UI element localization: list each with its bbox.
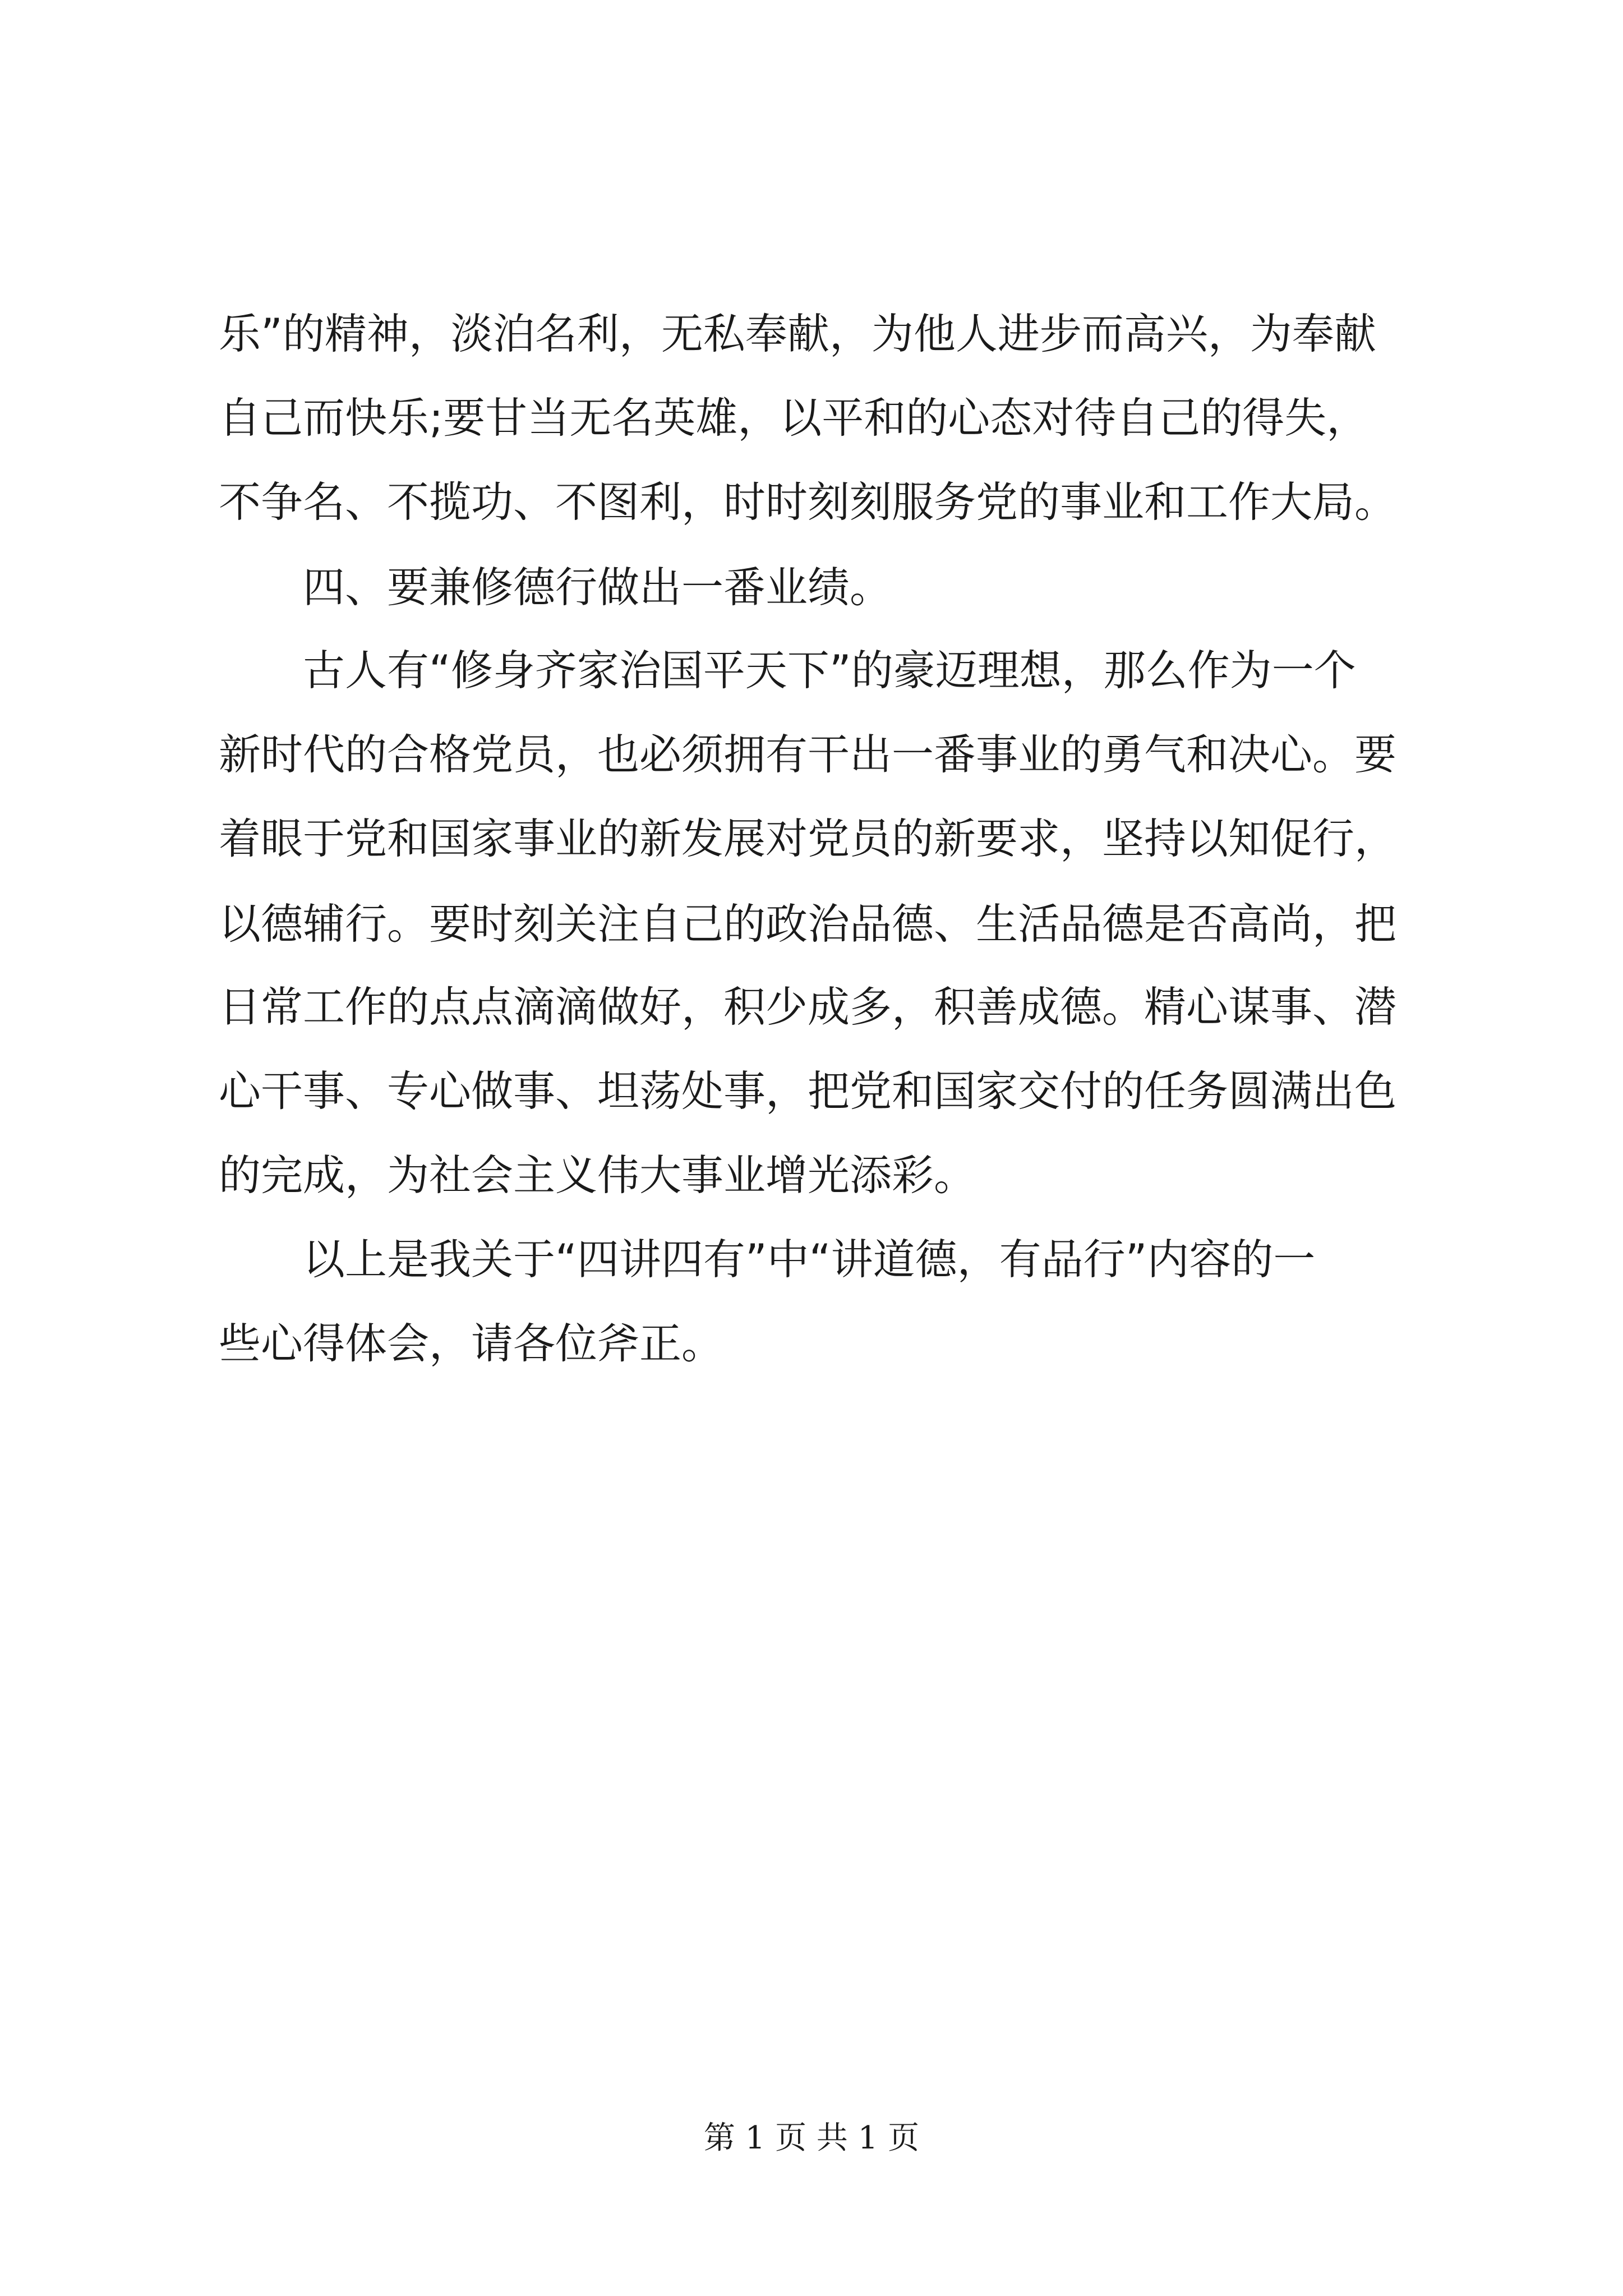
page-footer: 第 1 页 共 1 页	[703, 2120, 920, 2156]
text-line: 以上是我关于“四讲四有”中“讲道德，有品行”内容的一	[303, 1235, 1316, 1284]
text-line: 日常工作的点点滴滴做好，积少成多，积善成德。精心谋事、潜	[219, 982, 1397, 1032]
text-line: 不争名、不揽功、不图利，时时刻刻服务党的事业和工作大局。	[219, 477, 1397, 527]
text-line: 古人有“修身齐家治国平天下”的豪迈理想，那么作为一个	[303, 646, 1356, 695]
text-line: 乐”的精神，淡泊名利，无私奉献，为他人进步而高兴，为奉献	[219, 309, 1376, 358]
text-line: 心干事、专心做事、坦荡处事，把党和国家交付的任务圆满出色	[219, 1066, 1397, 1116]
section-heading: 四、要兼修德行做出一番业绩。	[303, 563, 892, 612]
text-line: 自己而快乐;要甘当无名英雄，以平和的心态对待自己的得失，	[219, 393, 1369, 443]
text-line: 以德辅行。要时刻关注自己的政治品德、生活品德是否高尚，把	[219, 899, 1397, 949]
text-line: 新时代的合格党员，也必须拥有干出一番事业的勇气和决心。要	[219, 730, 1397, 779]
text-line: 些心得体会，请各位斧正。	[219, 1319, 724, 1368]
text-line: 的完成，为社会主义伟大事业增光添彩。	[219, 1151, 976, 1200]
text-line: 着眼于党和国家事业的新发展对党员的新要求，坚持以知促行，	[219, 814, 1397, 863]
